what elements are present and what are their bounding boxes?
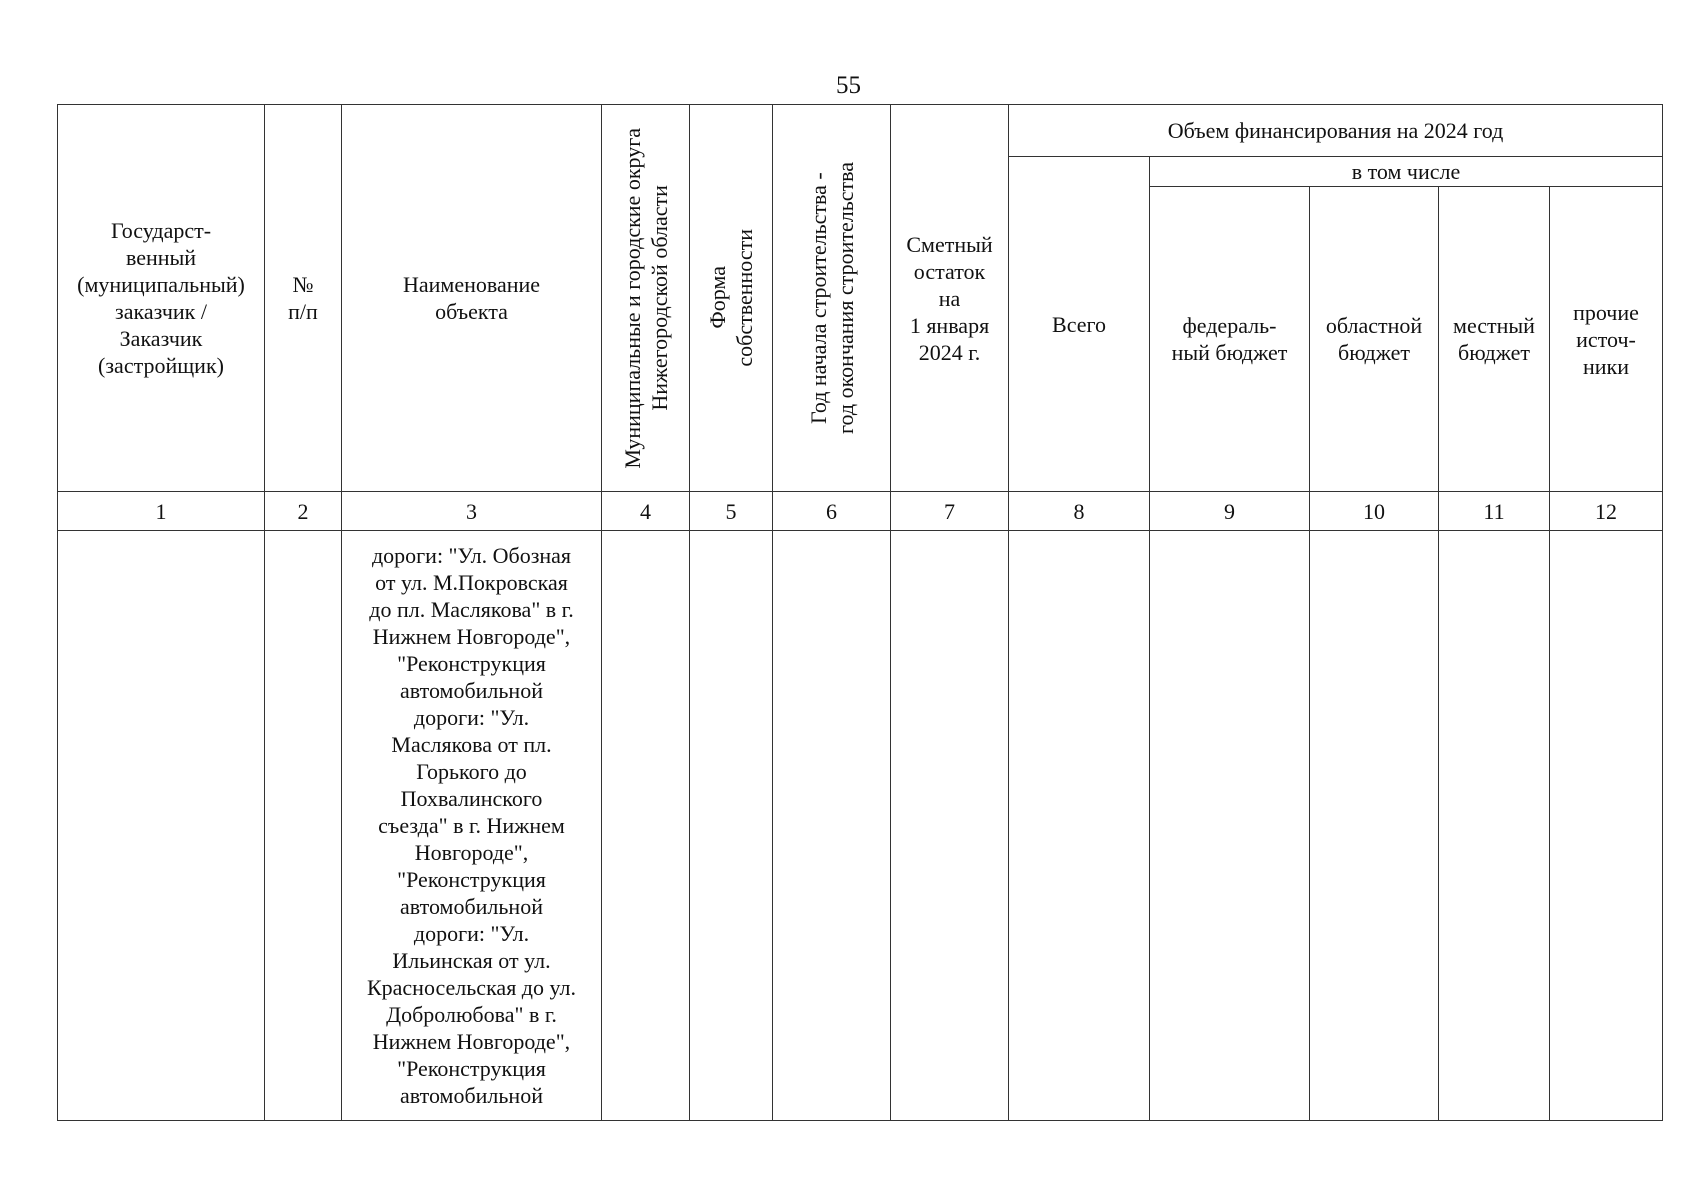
header-object-name: Наименование объекта xyxy=(342,105,602,492)
cell-estimate-balance xyxy=(891,531,1009,1121)
header-years: Год начала строительства - год окончания строительства xyxy=(773,105,891,492)
header-estimate-balance: Сметный остаток на 1 января 2024 г. xyxy=(891,105,1009,492)
header-regional: областной бюджет xyxy=(1310,187,1439,492)
cell-local xyxy=(1439,531,1550,1121)
column-number: 12 xyxy=(1550,492,1663,531)
cell-years xyxy=(773,531,891,1121)
header-customer: Государст- венный (муниципальный) заказчик / Заказчик (застройщик) xyxy=(58,105,265,492)
cell-municipality xyxy=(602,531,690,1121)
cell-object-name: дороги: "Ул. Обозная от ул. М.Покровская до пл. Маслякова" в г. Нижнем Новгороде", "Реконструкция автомобильной дороги: "Ул. Маслякова от пл. Горького до Похвалинского съезда" в г. Нижнем Новгороде", "Реконструкция автомобильной дороги: "Ул. Ильинская от ул. Красносельская до ул. Добролюбова" в г. Нижнем Новгороде", "Реконструкция автомобильной xyxy=(342,531,602,1121)
cell-regional xyxy=(1310,531,1439,1121)
header-including: в том числе xyxy=(1150,157,1663,187)
header-other: прочие источ- ники xyxy=(1550,187,1663,492)
cell-other xyxy=(1550,531,1663,1121)
header-total: Всего xyxy=(1009,157,1150,492)
column-number: 1 xyxy=(58,492,265,531)
table-row xyxy=(58,531,1663,1121)
column-number: 10 xyxy=(1310,492,1439,531)
column-number: 9 xyxy=(1150,492,1310,531)
header-federal: федераль- ный бюджет xyxy=(1150,187,1310,492)
column-number: 7 xyxy=(891,492,1009,531)
column-number: 2 xyxy=(265,492,342,531)
investment-table xyxy=(57,104,1663,1121)
cell-federal xyxy=(1150,531,1310,1121)
column-numbers-row xyxy=(58,492,1663,531)
column-number: 6 xyxy=(773,492,891,531)
page-number: 55 xyxy=(836,72,861,99)
header-num: № п/п xyxy=(265,105,342,492)
header-ownership: Форма собственности xyxy=(690,105,773,492)
header-municipality: Муниципальные и городские округа Нижегородской области xyxy=(602,105,690,492)
column-number: 5 xyxy=(690,492,773,531)
cell-ownership xyxy=(690,531,773,1121)
cell-total xyxy=(1009,531,1150,1121)
header-local: местный бюджет xyxy=(1439,187,1550,492)
column-number: 8 xyxy=(1009,492,1150,531)
cell-customer xyxy=(58,531,265,1121)
column-number: 4 xyxy=(602,492,690,531)
cell-num xyxy=(265,531,342,1121)
header-row-1 xyxy=(58,105,1663,157)
column-number: 3 xyxy=(342,492,602,531)
column-number: 11 xyxy=(1439,492,1550,531)
header-financing-group: Объем финансирования на 2024 год xyxy=(1009,105,1663,157)
